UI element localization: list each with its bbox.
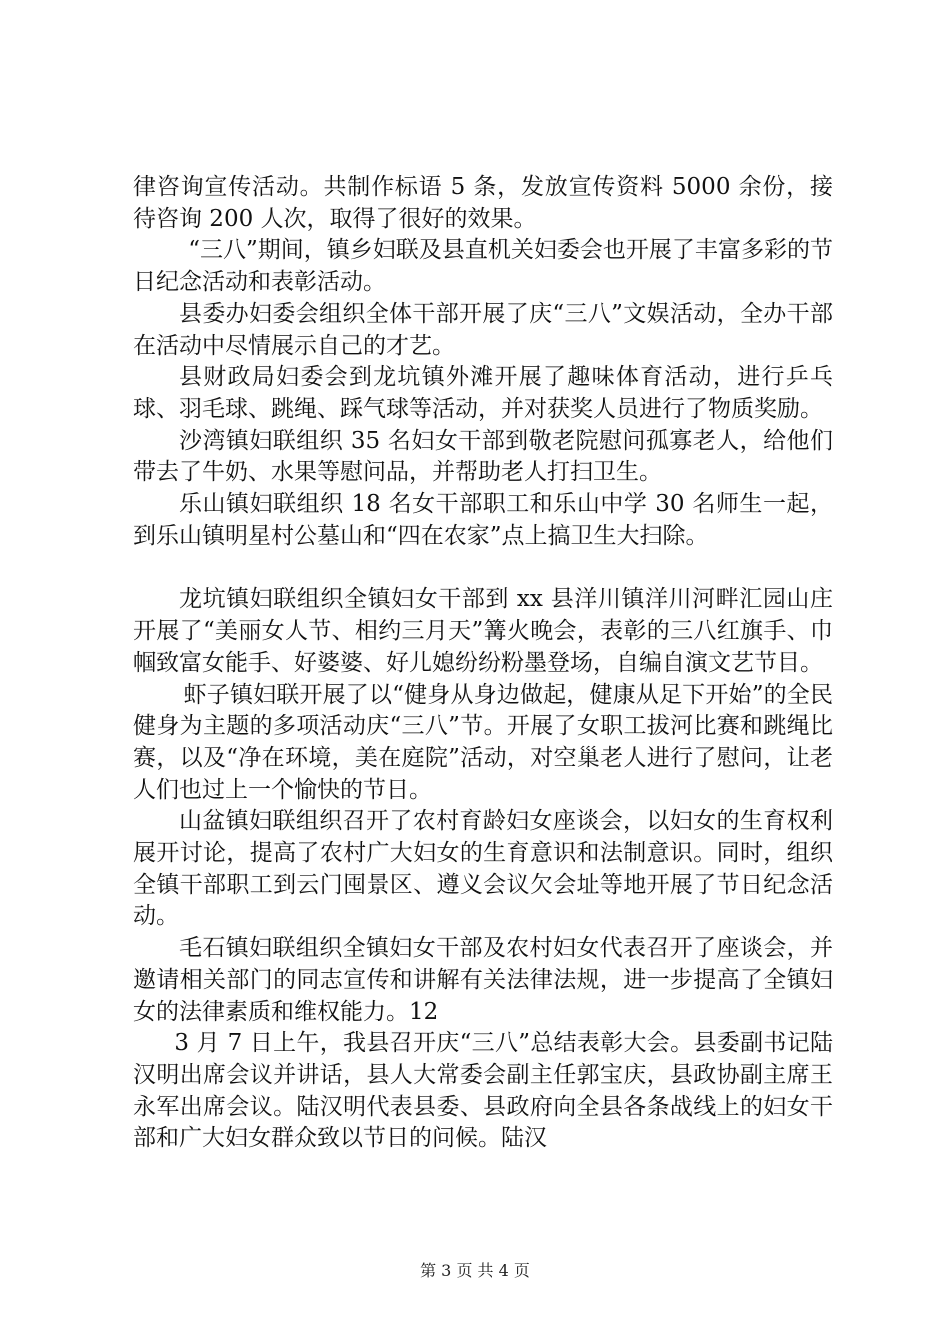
paragraph-4: 县财政局妇委会到龙坑镇外滩开展了趣味体育活动，进行乒乓球、羽毛球、跳绳、踩气球等活动，并对获奖人员进行了物质奖励。 xyxy=(133,364,833,422)
paragraph-7: 龙坑镇妇联组织全镇妇女干部到 xx 县洋川镇洋川河畔汇园山庄开展了“美丽女人节、相约三月天”篝火晚会，表彰的三八红旗手、巾帼致富女能手、好婆婆、好儿媳纷纷粉墨登场，自编自演文艺节目。 xyxy=(133,586,833,676)
paragraph-10: 毛石镇妇联组织全镇妇女干部及农村妇女代表召开了座谈会，并邀请相关部门的同志宣传和讲解有关法律法规，进一步提高了全镇妇女的法律素质和维权能力。12 xyxy=(133,935,833,1025)
paragraph-9: 山盆镇妇联组织召开了农村育龄妇女座谈会，以妇女的生育权利展开讨论，提高了农村广大妇女的生育意识和法制意识。同时，组织全镇干部职工到云门囤景区、遵义会议欠会址等地开展了节日纪念活动。 xyxy=(133,808,833,930)
paragraph-8: 虾子镇妇联开展了以“健身从身边做起，健康从足下开始”的全民健身为主题的多项活动庆“三八”节。开展了女职工拔河比赛和跳绳比赛，以及“净在环境，美在庭院”活动，对空巢老人进行了慰问，让老人们也过上一个愉快的节日。 xyxy=(133,681,833,803)
page-footer xyxy=(0,1258,950,1281)
page-number: 第 3 页 共 4 页 xyxy=(420,1261,530,1280)
body-text xyxy=(133,172,833,1155)
paragraph-11: 3 月 7 日上午，我县召开庆“三八”总结表彰大会。县委副书记陆汉明出席会议并讲话，县人大常委会副主任郭宝庆，县政协副主席王永军出席会议。陆汉明代表县委、县政府向全县各条战线上的妇女干部和广大妇女群众致以节日的问候。陆汉 xyxy=(133,1030,833,1152)
paragraph-1: 律咨询宣传活动。共制作标语 5 条，发放宣传资料 5000 余份，接待咨询 200 人次，取得了很好的效果。 xyxy=(133,174,833,232)
paragraph-6: 乐山镇妇联组织 18 名女干部职工和乐山中学 30 名师生一起，到乐山镇明星村公墓山和“四在农家”点上搞卫生大扫除。 xyxy=(133,491,833,549)
paragraph-gap xyxy=(133,552,833,584)
paragraph-3: 县委办妇委会组织全体干部开展了庆“三八”文娱活动，全办干部在活动中尽情展示自己的才艺。 xyxy=(133,300,833,359)
paragraph-2: “三八”期间，镇乡妇联及县直机关妇委会也开展了丰富多彩的节日纪念活动和表彰活动。 xyxy=(133,237,833,296)
paragraph-5: 沙湾镇妇联组织 35 名妇女干部到敬老院慰问孤寡老人，给他们带去了牛奶、水果等慰问品，并帮助老人打扫卫生。 xyxy=(133,427,833,486)
